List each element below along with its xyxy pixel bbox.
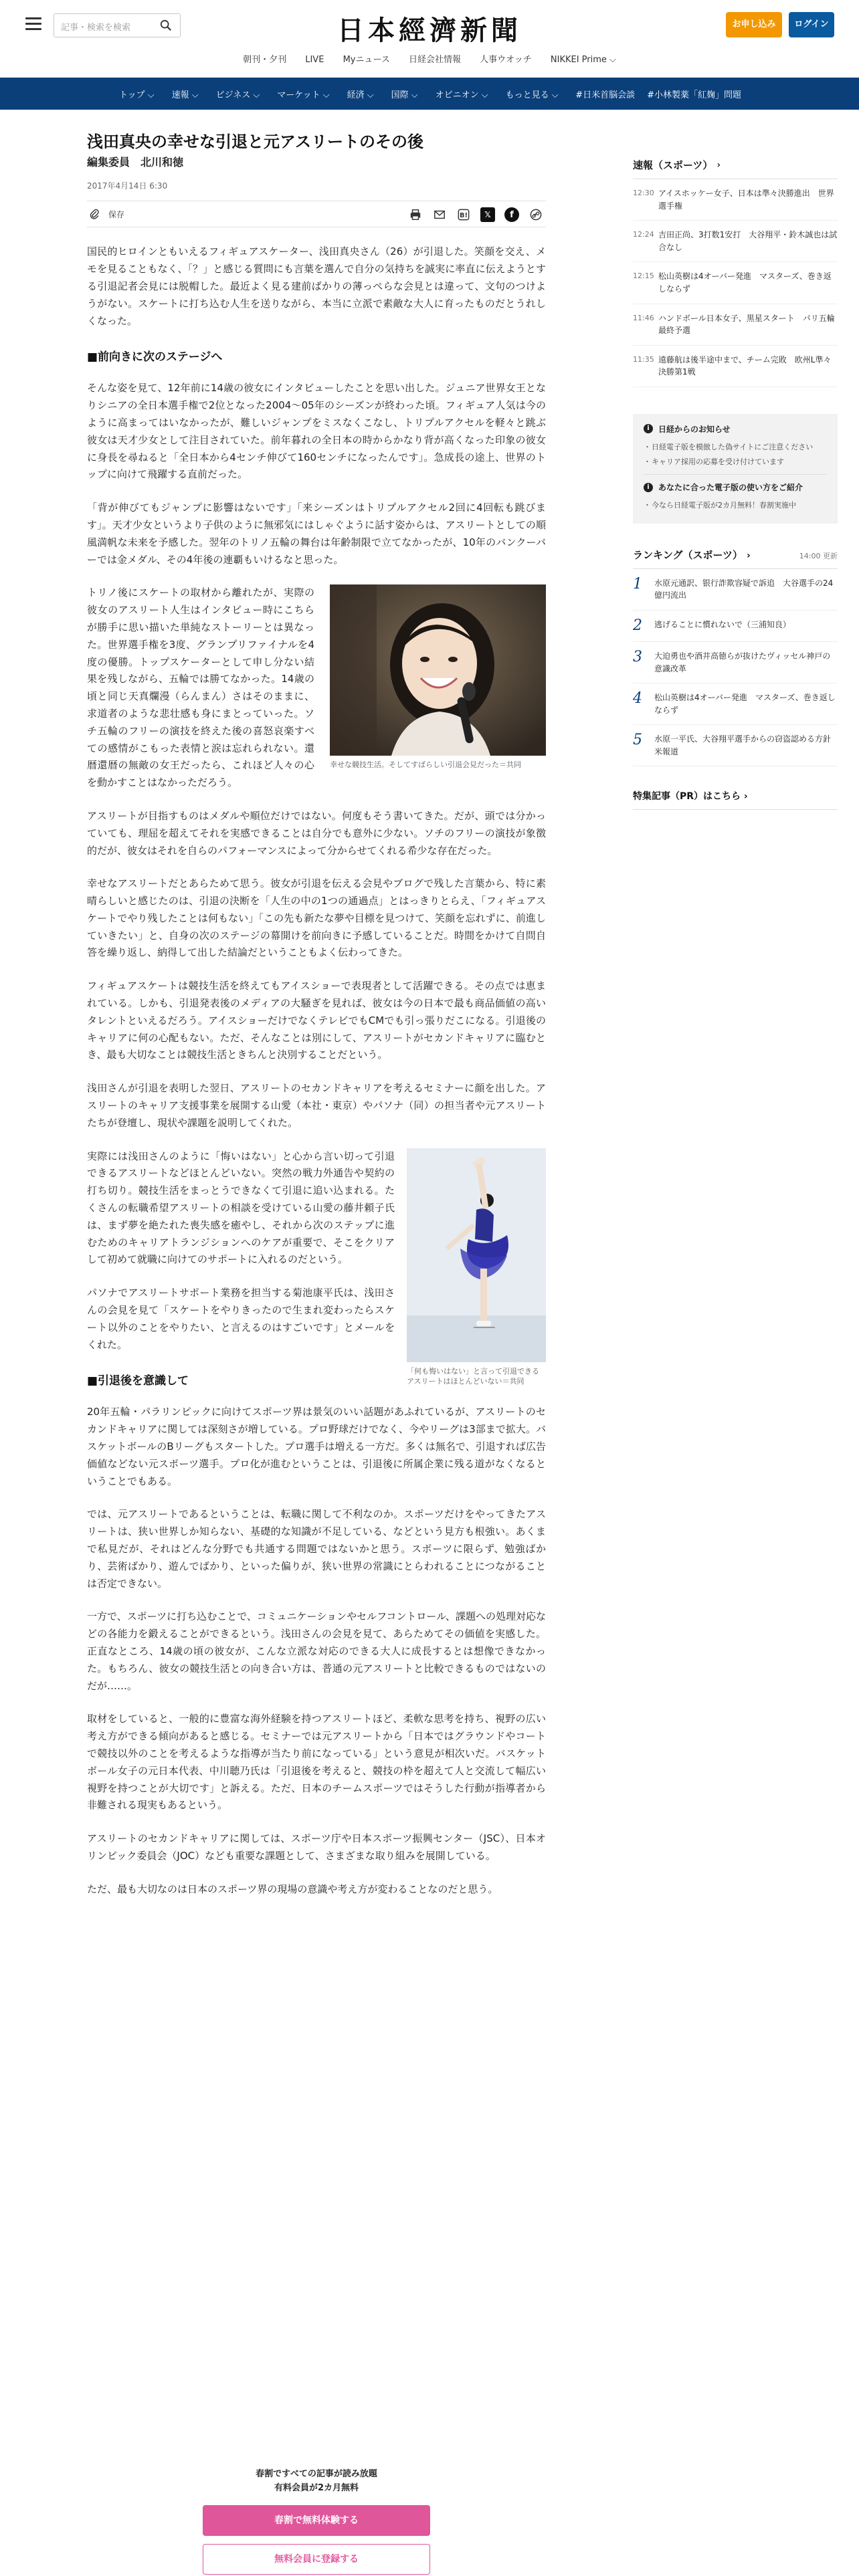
paywall-subline: 有料会員が2カ月無料 [274,2482,359,2493]
subnav-item[interactable]: 朝刊・夕刊 [243,55,287,65]
paywall-headline: 春割ですべての記事が読み放題 [256,2469,377,2479]
news-headline[interactable]: 吉田正尚、3打数1安打 大谷翔平・鈴木誠也は試合なし [658,230,838,252]
article-photo[interactable] [407,1148,546,1362]
article-date: 2017年4月14日 6:30 [87,181,168,191]
link-icon[interactable] [529,207,543,222]
chevron-right-icon: › [746,550,751,561]
breaking-news-title: 速報（スポーツ） [633,159,713,171]
article-paragraph: 一方で、スポーツに打ち込むことで、コミュニケーションやセルフコントロール、課題への処理対応などの各能力を鍛えることができるという。浅田さんの会見を見て、あらためてその価値を実感した。正直なところ、14歳の頃の彼女が、こんな立派な対応のできる大人に成長するとは想像できなかった。もちろん、彼女の競技生活との向き合い方は、普通の元アスリートと比較できるものではないのだが……。 [87,1610,546,1692]
nav-item-market[interactable]: マーケット ⌵ [277,90,330,100]
sidebar [633,158,838,810]
notice-title: 日経からのお知らせ [658,424,731,434]
notice-item[interactable]: ・ キャリア採用の応募を受け付けています [644,456,827,468]
rank-headline[interactable]: 逃げることに慣れないで（三浦知良） [654,619,791,629]
news-headline[interactable]: ハンドボール日本女子、黒星スタート パリ五輪最終予選 [658,313,835,336]
share-buttons [399,207,543,222]
news-time: 12:24 [633,230,654,239]
ranking-item[interactable] [633,569,838,611]
ranking-item[interactable] [633,725,838,766]
notice-heading [644,481,827,493]
subnav-item[interactable]: Myニュース [343,55,390,65]
news-time: 11:46 [633,313,654,322]
notice-item[interactable]: ・ 今なら日経電子版が2カ月無料！春割実施中 [644,500,827,512]
info-icon: i [644,424,653,433]
news-headline[interactable]: 松山英樹は4オーバー発進 マスターズ、巻き返しならず [658,272,832,294]
save-label: 保存 [108,209,125,219]
breaking-news-heading[interactable] [633,158,838,179]
article-paragraph: 20年五輪・パラリンピックに向けてスポーツ界は景気のいい話題があふれているが、アスリートのセカンドキャリアに関しては深刻さが増している。プロ野球だけでなく、今やリーグは3部まで拡大。バスケットボールのBリーグもスタートした。プロ選手は増える一方だ。多くは無名で、引退すれば広告価値などない元スポーツ選手。プロ化が進むということは、引退後に所属企業に残る道がなくなるということでもある。 [87,1406,546,1487]
ranking-heading[interactable] [633,548,838,569]
ranking-title: ランキング（スポーツ） [633,548,743,561]
hatena-icon[interactable] [456,207,471,222]
article-paragraph: アスリートが目指すものはメダルや順位だけではない。何度もそう書いてきた。だが、頭では分かっていても、理屈を超えてそれを実感できることは自分でも意外に少ない。ソチのフリーの演技が象徴的だが、彼女はそれを自らのパフォーマンスによって分からせてくれる希少な存在だった。 [87,809,546,857]
article-paragraph: 「背が伸びてもジャンプに影響はないです」「来シーズンはトリプルアクセル2回に4回転も跳びます」。天才少女というより子供のように無邪気にはしゃぐように話す姿からは、アスリートとしての順風満帆な未来を予感した。翌年のトリノ五輪の舞台は年齢制限で立てなかったが、10年のバンクーバーでは金メダル、その4年後の連覇もいけるなと思った。 [87,502,546,566]
x-icon[interactable]: 𝕏 [480,207,495,222]
main-navigation [0,78,859,110]
article-figure [407,1148,546,1387]
article-paragraph: 国民的ヒロインともいえるフィギュアスケーター、浅田真央さん（26）が引退した。笑顔を交え、メモを見ることもなく、「？」と感じる質問にも言葉を選んで自分の気持ちを誠実に率直に伝えようとする引退記者会見には脱帽した。最近よく見る建前ばかりの薄っぺらな会見とは違って、文句のつけようがない。スケートに打ち込む人生を送りながら、本当に立派で素敵な大人に育ったものだとうれしくなった。 [87,245,546,327]
article-paragraph: では、元アスリートであるということは、転職に関して不利なのか。スポーツだけをやってきたアスリートは、狭い世界しか知らない、基礎的な知識が不足している、などという見方も根強い。あくまで私見だが、それはどんな分野でも共通する問題ではないかと思う。スポーツに限らず、勉強ばかり、芸術ばかり、遊んでばかり、といった偏りが、狭い世界の常識にとらわれることにつながることは否定できない。 [87,1508,546,1590]
divider [644,474,827,475]
paragraph-with-figure [87,584,546,792]
subnav-item[interactable]: 人事ウオッチ [480,55,532,65]
article [87,131,546,1899]
article-figure [330,584,546,770]
article-paragraph: ただ、最も大切なのは日本のスポーツ界の現場の意識や考え方が変わることなのだと思う。 [87,1883,498,1895]
subnav-item[interactable]: LIVE [305,55,324,65]
news-time: 12:15 [633,272,654,281]
article-paragraph: 取材をしていると、一般的に豊富な海外経験を持つアスリートほど、柔軟な思考を持ち、視野の広い考え方ができる傾向があると感じる。セミナーでは元アスリートから「日本ではグラウンドやコートで競技以外のことを考えるような指導が当たり前になっている」という意見が相次いだ。バスケットボール女子の元日本代表、中川聴乃氏は「引退後を考えると、競技の枠を超えて人と交流して幅広い視野を持つことが大切です」と訴える。ただ、日本のチームスポーツではそうした行動が指導者から非難される現実もあるという。 [87,1713,546,1812]
ranking-item[interactable] [633,642,838,683]
figure-side-text [87,1148,395,1354]
subscribe-button[interactable]: お申し込み [726,12,782,37]
article-photo[interactable] [330,584,546,756]
nav-item-breaking[interactable]: 速報 ⌵ [171,90,199,100]
save-button[interactable] [90,208,124,220]
nav-item-top[interactable]: トップ ⌵ [119,90,155,100]
rank-number: 5 [633,732,642,749]
subnav-item[interactable]: NIKKEI Prime ⌵ [550,55,616,65]
article-paragraph: 幸せなアスリートだとあらためて思う。彼女が引退を伝える会見やブログで残した言葉から、特に素晴らしいと感じたのは、引退の決断を「人生の中の1つの通過点」とはっきりとらえ、「フィギュアスケートでやり残したことは何もない」「この先も新たな夢や目標を見つけて、笑顔を忘れずに、前進していきたい」と、自身の次のステージの幕開けを前向きに予感していることだ。時間をかけて自問自答を繰り返し、納得して出した結論だということもよく伝わってきた。 [87,877,546,959]
rank-number: 3 [633,648,642,665]
rank-headline[interactable]: 松山英樹は4オーバー発進 マスターズ、巻き返しならず [654,693,836,715]
sub-navigation [0,52,859,65]
news-headline[interactable]: アイスホッケー女子、日本は準々決勝進出 世界選手権 [658,189,834,211]
info-icon: i [644,483,653,492]
ranking-updated: 14:00 更新 [799,551,838,560]
breaking-news-item[interactable] [633,179,838,221]
free-trial-button[interactable]: 春割で無料体験する [203,2505,430,2536]
article-paragraph: パソナでアスリートサポート業務を担当する菊池康平氏は、浅田さんの会見を見て「スケートをやりきったので生まれ変わったらスケート以外のことをやりたい、と言えるのはすごいです」とメールをくれた。 [87,1287,395,1351]
search-box[interactable] [54,13,181,37]
breaking-news-item[interactable] [633,221,838,262]
facebook-icon[interactable]: f [504,207,519,222]
login-button[interactable]: ログイン [789,12,834,37]
search-icon[interactable] [160,19,172,31]
notice-heading [644,423,827,435]
article-subheading: ■前向きに次のステージへ [87,350,223,364]
nav-topic-link[interactable]: #日米首脳会談 [575,90,636,100]
print-icon[interactable] [408,207,423,222]
breaking-news-item[interactable] [633,304,838,346]
news-time: 12:30 [633,189,654,197]
rank-headline[interactable]: 大迫勇也や酒井高徳らが抜けたヴィッセル神戸の意識改革 [654,651,831,673]
news-time: 11:35 [633,354,654,364]
rank-headline[interactable]: 水原一平氏、大谷翔平選手からの窃盗認める方針 米報道 [654,734,840,756]
nav-item-international[interactable]: 国際 ⌵ [391,90,418,100]
photo-caption: 「何も悔いはない」と言って引退できるアスリートはほとんどいない＝共同 [407,1366,539,1386]
article-byline: 編集委員 北川和徳 [87,156,184,169]
article-paragraph: アスリートのセカンドキャリアに関しては、スポーツ庁や日本スポーツ振興センター（JSC）、日本オリンピック委員会（JOC）なども重要な課題として、さまざまな取り組みを展開している。 [87,1832,546,1862]
site-header [0,0,859,78]
article-paragraph: 実際には浅田さんのように「悔いはない」と心から言い切って引退できるアスリートなどほとんどいない。突然の戦力外通告や契約の打ち切り。競技生活をまっとうできなくて引退に追い込まれる。たくさんの転職希望アスリートの相談を受けている山愛の藤井頼子氏は、まず夢を絶たれた喪失感を癒やし、それから次のステップに進むためのキャリアトランジションへのケアが重要で、そこをクリアして初めて就職に向けてのサポートに入れるのだという。 [87,1150,395,1266]
news-headline[interactable]: 遠藤航は後半途中まで、チーム完敗 欧州L準々決勝第1戦 [658,354,832,377]
notice-title: あなたに合った電子版の使い方をご紹介 [658,483,803,493]
article-toolbar [87,201,546,227]
site-logo[interactable]: 日本經濟新聞 [337,15,522,46]
article-title: 浅田真央の幸せな引退と元アスリートのその後 [87,132,424,151]
rank-number: 2 [633,617,642,634]
rank-number: 1 [633,575,642,593]
article-subheading: ■引退後を意識して [87,1374,189,1388]
ranking-item[interactable] [633,683,838,725]
search-input[interactable]: 記事・検索を検索 [61,23,131,33]
free-register-button[interactable]: 無料会員に登録する [203,2544,430,2575]
paywall-cta [87,2468,546,2575]
rank-number: 4 [633,690,642,708]
article-paragraph: トリノ後にスケートの取材から離れたが、実際の彼女のアスリート人生はインタビュー時にこちらが勝手に思い描いた単純なストーリーとは異なった。世界選手権を3度、グランプリファイナルを4度の優勝。トップスケーターとして申し分ない結果を残しながら、五輪では勝てなかった。14歳の頃と同じ天真爛漫（らんまん）さはそのままに、求道者のような悲壮感も身にまとっていった。ソチ五輪のフリーの演技を終えた後の喜怒哀楽すべての感情がこもった表情と涙は忘れられない。還暦還暦の無敵の女王だったら、これほど人々の心を動かすことはなかっただろう。 [87,586,314,789]
notice-box [633,414,838,524]
article-paragraph: 浅田さんが引退を表明した翌日、アスリートのセカンドキャリアを考えるセミナーに顔を出した。アスリートのキャリア支援事業を展開する山愛（本社・東京）やパソナ（同）の担当者や元アスリートたちが登壇し、現状や課題を説明してくれた。 [87,1082,546,1129]
nav-item-more[interactable]: もっと見る ⌵ [505,90,559,100]
ranking-item[interactable] [633,611,838,642]
pr-articles-link[interactable]: 特集記事（PR）はこちら › [633,789,838,810]
nav-topic-link[interactable]: #小林製薬「紅麹」問題 [647,90,741,100]
subnav-item[interactable]: 日経会社情報 [408,55,461,65]
nav-item-business[interactable]: ビジネス ⌵ [215,90,260,100]
photo-caption: 幸せな競技生活。そしてすばらしい引退会見だった＝共同 [330,760,521,770]
article-paragraph: そんな姿を見て、12年前に14歳の彼女にインタビューしたことを思い出した。ジュニア世界女王となりシニアの全日本選手権で2位となった2004〜05年のシーズンが終わった頃。フィギュア人気は今のように高まってはいなかったが、難しいジャンプをミスなくこなし、トリプルアクセルを軽々と跳ぶ彼女は天才少女として注目されていた。前年暮れの全日本の時からかなり背が高くなった印象の彼女に身長を尋ねると「全日本から4センチ伸びて160センチになったんです」。急成長の途上、世界のトップに向けて飛躍する直前だった。 [87,382,546,481]
chevron-right-icon: › [717,159,721,171]
hamburger-menu-icon[interactable] [25,17,41,32]
mail-icon[interactable] [432,207,447,222]
nav-item-opinion[interactable]: オピニオン ⌵ [435,90,488,100]
nav-item-economy[interactable]: 経済 ⌵ [347,90,374,100]
article-paragraph: フィギュアスケートは競技生活を終えてもアイスショーで表現者として活躍できる。その点では恵まれている。しかも、引退発表後のメディアの大騒ぎを見れば、彼女は今の日本で最も商品価値の高いタレントといえるだろう。アイスショーだけでなくテレビでもCMでも引っ張りだこになる。引退後のキャリアに何の心配もない。ただ、そんなことは別にして、アスリートがセカンドキャリアに臨むとき、最も大切なことは競技生活ときちんと決別することだという。 [87,980,546,1061]
svg-text:B!: B! [459,212,468,220]
breaking-news-item[interactable] [633,262,838,304]
paperclip-icon [90,208,99,220]
rank-headline[interactable]: 水原元通訳、银行詐欺容疑で訴追 大谷選手の24億円流出 [654,578,834,601]
breaking-news-item[interactable] [633,346,838,387]
notice-item[interactable]: ・ 日経電子版を模倣した偽サイトにご注意ください [644,441,827,453]
